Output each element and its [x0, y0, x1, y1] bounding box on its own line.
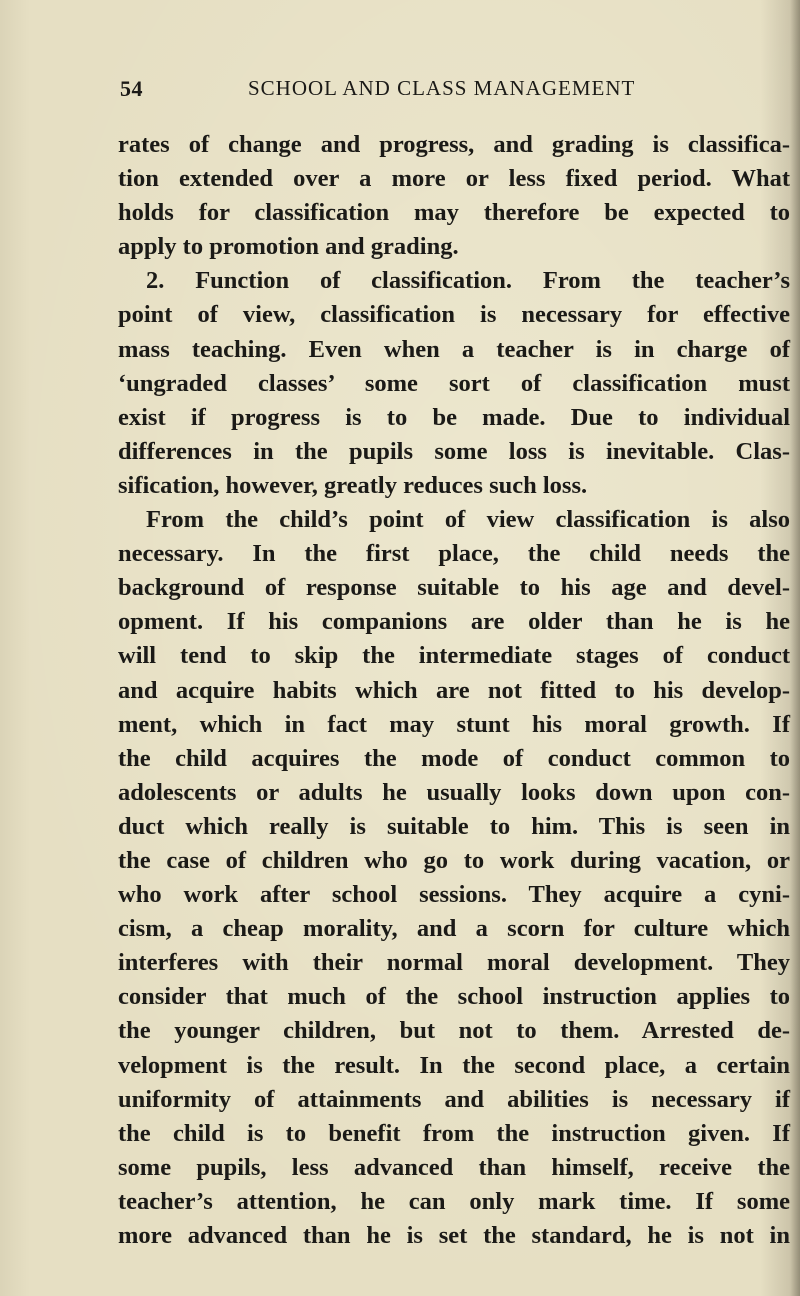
- text-line: ‘ungraded classes’ some sort of classification must: [118, 369, 790, 397]
- text-line: interferes with their normal moral development. They: [118, 949, 790, 977]
- page-number: 54: [120, 76, 143, 101]
- text-line: background of response suitable to his age and devel-: [118, 574, 790, 602]
- text-line: holds for classification may therefore be expected to: [118, 199, 790, 227]
- text-line: adolescents or adults he usually looks down upon con-: [118, 778, 790, 806]
- page-header: [120, 76, 648, 106]
- text-line: apply to promotion and grading.: [118, 233, 459, 261]
- text-line: consider that much of the school instruction applies to: [118, 983, 790, 1011]
- text-line: duct which really is suitable to him. This is seen in: [118, 812, 790, 840]
- text-line: point of view, classification is necessary for effective: [118, 301, 790, 329]
- text-line: uniformity of attainments and abilities is necessary if: [118, 1085, 790, 1113]
- text-line: differences in the pupils some loss is inevitable. Clas-: [118, 437, 790, 465]
- text-line: exist if progress is to be made. Due to individual: [118, 403, 790, 431]
- text-line: will tend to skip the intermediate stages of conduct: [118, 642, 790, 670]
- section-heading-line: 2. Function of classification. From the teacher’s: [146, 267, 790, 295]
- text-line: sification, however, greatly reduces such loss.: [118, 471, 588, 499]
- text-line: teacher’s attention, he can only mark time. If some: [118, 1187, 790, 1215]
- text-line: who work after school sessions. They acquire a cyni-: [118, 881, 790, 909]
- text-line: mass teaching. Even when a teacher is in charge of: [118, 335, 790, 363]
- paragraph-start-line: From the child’s point of view classification is also: [146, 506, 790, 534]
- running-head: SCHOOL AND CLASS MANAGEMENT: [248, 76, 636, 100]
- text-line: ment, which in fact may stunt his moral growth. If: [118, 710, 790, 738]
- text-line: necessary. In the first place, the child needs the: [118, 540, 790, 568]
- text-line: rates of change and progress, and grading is classifica-: [118, 131, 790, 158]
- body-text: [118, 128, 790, 1253]
- text-line: cism, a cheap morality, and a scorn for culture which: [118, 915, 790, 943]
- text-line: and acquire habits which are not fitted to his develop-: [118, 676, 790, 704]
- text-line: the child acquires the mode of conduct common to: [118, 744, 790, 772]
- text-line: tion extended over a more or less fixed period. What: [118, 165, 790, 193]
- text-line: more advanced than he is set the standard, he is not in: [118, 1222, 790, 1249]
- text-line: the case of children who go to work during vacation, or: [118, 846, 790, 874]
- text-line: the child is to benefit from the instruction given. If: [118, 1119, 790, 1147]
- text-line: the younger children, but not to them. Arrested de-: [118, 1017, 790, 1045]
- text-line: velopment is the result. In the second place, a certain: [118, 1051, 790, 1079]
- text-line: some pupils, less advanced than himself, receive the: [118, 1153, 790, 1181]
- page-edge-shadow: [790, 0, 800, 1296]
- text-line: opment. If his companions are older than he is he: [118, 608, 790, 636]
